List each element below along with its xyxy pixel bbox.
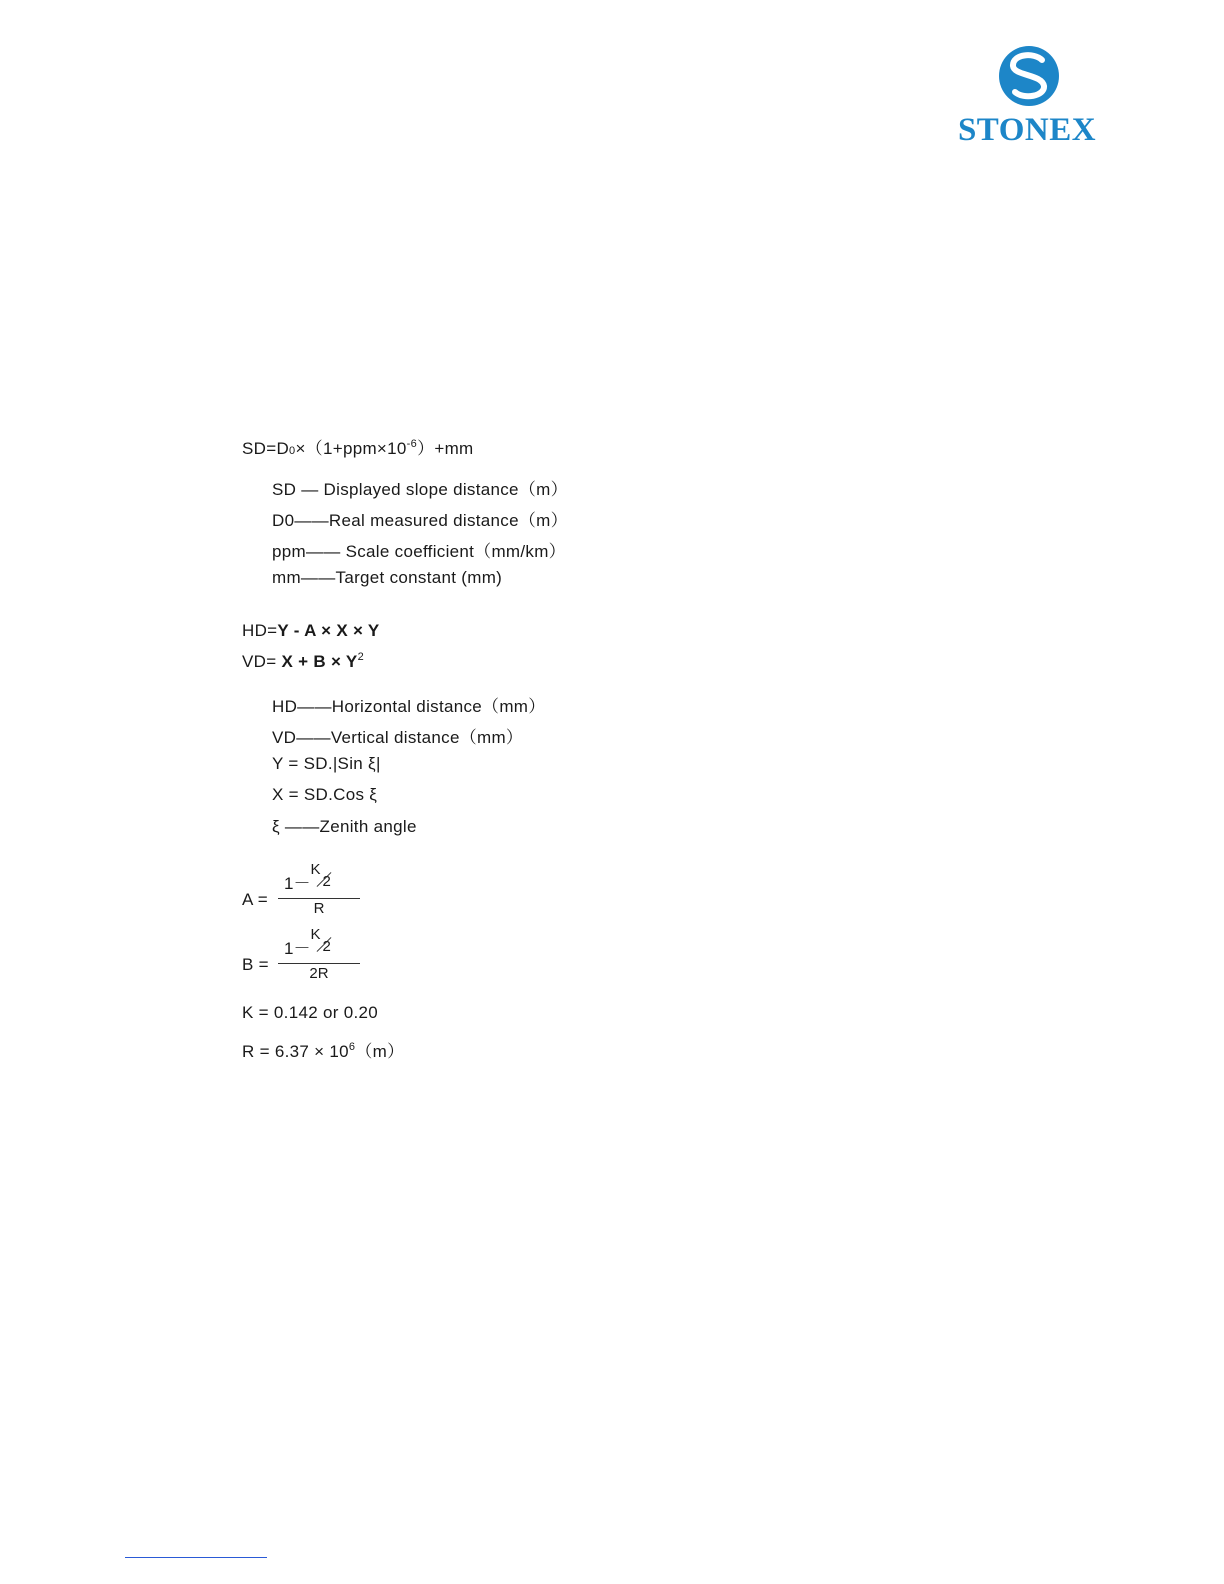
b-k: K xyxy=(310,926,321,943)
hd-def-5: ξ ——Zenith angle xyxy=(272,817,417,836)
sd-rest: ）+mm xyxy=(417,439,474,458)
a-k-over-2 xyxy=(310,861,334,891)
b-lhs: B = xyxy=(242,955,269,974)
sd-formula xyxy=(242,434,474,459)
hd-def-2: VD——Vertical distance（mm） xyxy=(272,728,524,747)
b-fraction xyxy=(278,926,360,990)
sd-def-1: SD — Displayed slope distance（m） xyxy=(272,480,568,499)
a-fraction-bar xyxy=(278,898,360,899)
a-lhs: A = xyxy=(242,890,268,909)
b-numerator xyxy=(284,926,334,959)
b-k-over-2 xyxy=(310,926,334,956)
vd-lhs: VD= xyxy=(242,652,282,671)
sd-subscript: 0 xyxy=(289,445,296,457)
hd-formula xyxy=(242,621,380,641)
sd-def-2: D0——Real measured distance（m） xyxy=(272,511,568,530)
stonex-logo xyxy=(948,44,1106,148)
vd-rhs: X + B × Y xyxy=(281,652,358,671)
hd-def-1: HD——Horizontal distance（mm） xyxy=(272,697,546,716)
b-fraction-bar xyxy=(278,963,360,964)
hd-def-3: Y = SD.|Sin ξ| xyxy=(272,754,381,773)
a-num-prefix: 1－ xyxy=(284,874,311,893)
logo-wordmark: STONEX xyxy=(957,112,1097,148)
r-exponent: 6 xyxy=(348,1041,356,1053)
k-line: K = 0.142 or 0.20 xyxy=(242,1003,379,1022)
b-denominator: 2R xyxy=(309,965,329,982)
sd-times: ×（1+ppm×10 xyxy=(295,439,407,458)
a-numerator xyxy=(284,861,334,894)
stonex-emblem-icon xyxy=(998,44,1060,108)
a-two: 2 xyxy=(322,873,331,890)
vd-formula xyxy=(242,652,364,672)
hd-lhs: HD= xyxy=(242,621,278,640)
b-num-prefix: 1－ xyxy=(284,939,311,958)
a-denominator: R xyxy=(313,900,325,917)
footer-rule xyxy=(125,1557,267,1558)
a-k: K xyxy=(310,861,321,878)
sd-lhs: SD=D xyxy=(242,439,290,458)
hd-def-4: X = SD.Cos ξ xyxy=(272,785,378,804)
b-two: 2 xyxy=(322,938,331,955)
r-unit: （m） xyxy=(355,1042,405,1061)
r-text: R = 6.37 × 10 xyxy=(242,1042,349,1061)
r-line xyxy=(242,1037,404,1062)
sd-def-4: mm——Target constant (mm) xyxy=(272,568,503,587)
vd-exponent: 2 xyxy=(357,651,364,663)
sd-def-3: ppm—— Scale coefficient（mm/km） xyxy=(272,542,566,561)
a-fraction xyxy=(278,861,360,925)
sd-exponent: -6 xyxy=(406,438,418,450)
hd-rhs: Y - A × X × Y xyxy=(277,621,380,640)
